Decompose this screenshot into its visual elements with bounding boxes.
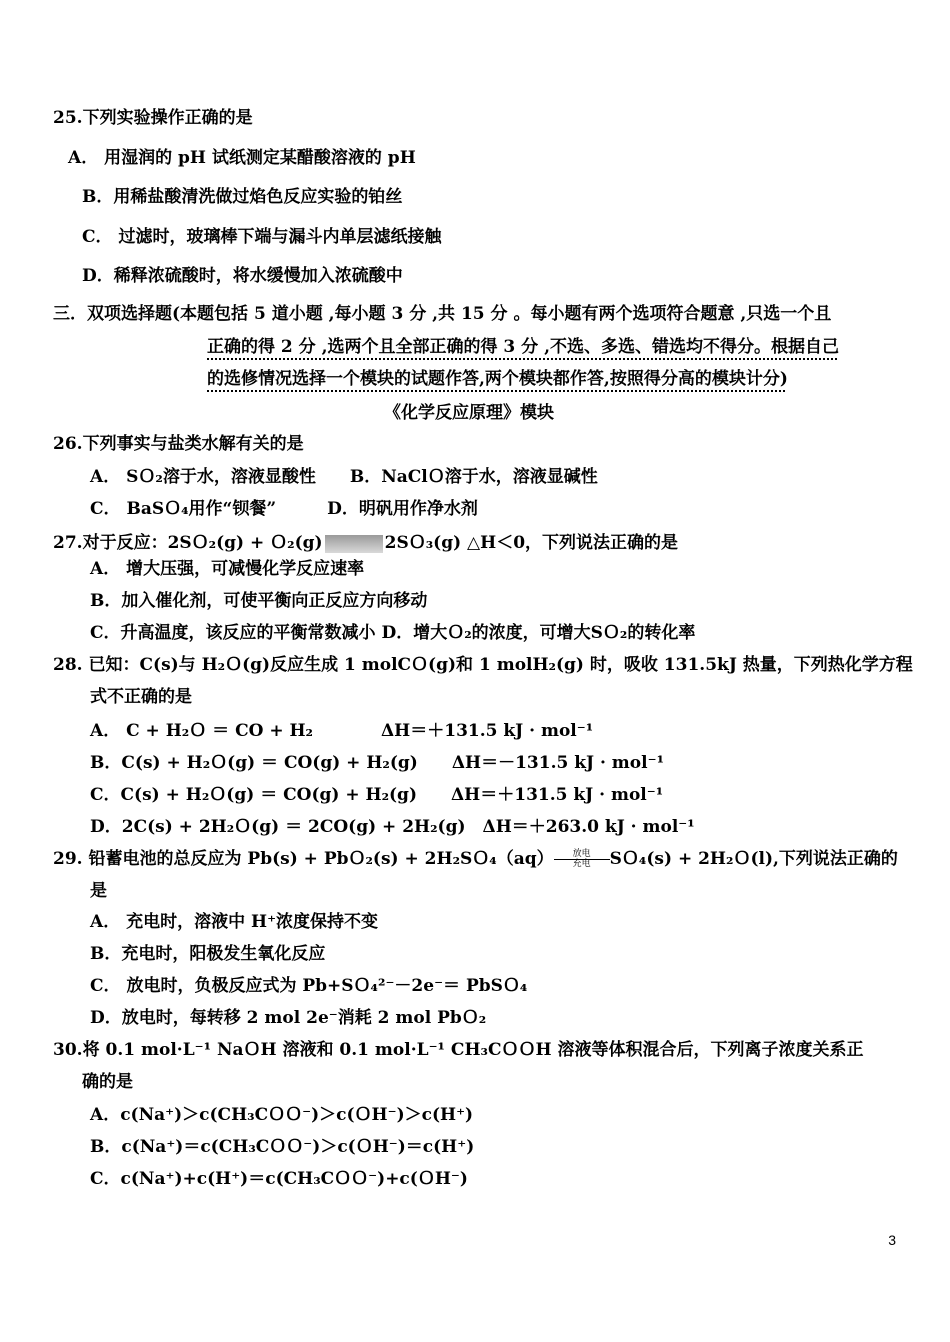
q28-option-c: C．C(s) + H₂Ｏ(g) ＝ CO(g) + H₂(g) ΔH＝＋131.5 kJ · mol⁻¹	[90, 785, 664, 805]
q30-option-a: A．c(Na⁺)＞c(CH₃CＯＯ⁻)＞c(ＯH⁻)＞c(H⁺)	[90, 1105, 474, 1125]
q26-stem: 26.下列事实与盐类水解有关的是	[53, 434, 304, 454]
q30-option-b: B．c(Na⁺)＝c(CH₃CＯＯ⁻)＞c(ＯH⁻)＝c(H⁺)	[90, 1137, 475, 1157]
q26-options-ab: A． SＯ₂溶于水，溶液显酸性 B．NaClＯ溶于水，溶液显碱性	[90, 467, 598, 487]
equilibrium-arrow-icon	[325, 535, 383, 553]
section3-instructions-2: 正确的得 2 分 ,选两个且全部正确的得 3 分 ,不选、多选、错选均不得分。根据自己	[207, 337, 840, 357]
q28-option-b: B．C(s) + H₂Ｏ(g) ＝ CO(g) + H₂(g) ΔH＝－131.5 kJ · mol⁻¹	[90, 753, 665, 773]
q29-option-c: C． 放电时，负极反应式为 Pb+SＯ₄²⁻－2e⁻＝ PbSＯ₄	[90, 976, 528, 996]
q29-option-b: B．充电时，阳极发生氧化反应	[90, 944, 326, 964]
page-number: 3	[888, 1232, 896, 1248]
module-title: 《化学反应原理》模块	[384, 403, 554, 423]
q28-stem-1: 28. 已知：C(s)与 H₂Ｏ(g)反应生成 1 molCＯ(g)和 1 molH₂(g) 时，吸收 131.5kJ 热量，下列热化学方程	[53, 655, 913, 675]
q27-stem	[53, 532, 678, 554]
q28-stem-2: 式不正确的是	[90, 687, 192, 707]
q27-stem-right: 2SＯ₃(g) △H＜0，下列说法正确的是	[384, 533, 679, 553]
q29-stem-right: SＯ₄(s) + 2H₂Ｏ(l),下列说法正确的	[609, 849, 898, 869]
q27-stem-left: 27.对于反应：2SＯ₂(g) + Ｏ₂(g)	[53, 533, 323, 553]
q29-stem-1	[53, 848, 898, 870]
q30-stem-1: 30.将 0.1 mol·L⁻¹ NaＯH 溶液和 0.1 mol·L⁻¹ CH₃CＯＯH 溶液等体积混合后，下列离子浓度关系正	[53, 1040, 864, 1060]
charge-label: 充电	[572, 859, 591, 869]
q29-stem-left: 29. 铅蓄电池的总反应为 Pb(s) + PbＯ₂(s) + 2H₂SＯ₄（aq）	[53, 849, 554, 869]
q25-option-a: A． 用湿润的 pH 试纸测定某醋酸溶液的 pH	[68, 148, 416, 168]
charge-discharge-arrow-icon	[554, 850, 610, 869]
discharge-label: 放电	[554, 850, 610, 860]
q29-stem-2: 是	[90, 881, 107, 901]
q29-option-a: A． 充电时，溶液中 H⁺浓度保持不变	[90, 912, 379, 932]
q27-option-b: B．加入催化剂，可使平衡向正反应方向移动	[90, 591, 428, 611]
q26-options-cd: C． BaSＯ₄用作“钡餐” D．明矾用作净水剂	[90, 499, 478, 519]
q25-option-b: B．用稀盐酸清洗做过焰色反应实验的铂丝	[82, 187, 403, 207]
q28-option-d: D．2C(s) + 2H₂Ｏ(g) ＝ 2CO(g) + 2H₂(g) ΔH＝＋263.0 kJ · mol⁻¹	[90, 817, 695, 837]
q29-option-d: D．放电时，每转移 2 mol 2e⁻消耗 2 mol PbＯ₂	[90, 1008, 487, 1028]
q25-stem: 25.下列实验操作正确的是	[53, 108, 253, 128]
q27-options-cd: C．升高温度，该反应的平衡常数减小 D．增大Ｏ₂的浓度，可增大SＯ₂的转化率	[90, 623, 696, 643]
q28-option-a: A． C + H₂Ｏ ＝ CO + H₂ ΔH＝＋131.5 kJ · mol⁻¹	[90, 721, 594, 741]
q25-option-d: D．稀释浓硫酸时，将水缓慢加入浓硫酸中	[82, 266, 403, 286]
q25-option-c: C． 过滤时，玻璃棒下端与漏斗内单层滤纸接触	[82, 227, 442, 247]
section3-instructions-3: 的选修情况选择一个模块的试题作答,两个模块都作答,按照得分高的模块计分)	[207, 369, 788, 389]
q27-option-a: A． 增大压强，可减慢化学反应速率	[90, 559, 365, 579]
q30-option-c: C．c(Na⁺)+c(H⁺)＝c(CH₃CＯＯ⁻)+c(ＯH⁻)	[90, 1169, 468, 1189]
section3-instructions-1: 三．双项选择题(本题包括 5 道小题 ,每小题 3 分 ,共 15 分 。每小题有两个选项符合题意 ,只选一个且	[53, 304, 832, 324]
q30-stem-2: 确的是	[82, 1072, 133, 1092]
